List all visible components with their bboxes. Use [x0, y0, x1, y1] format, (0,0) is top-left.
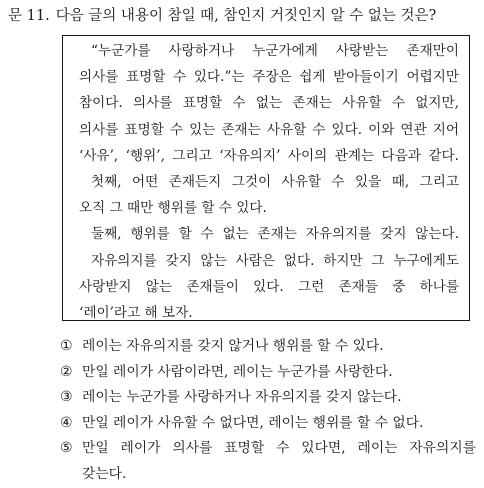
- option-2[interactable]: [60, 360, 476, 386]
- passage-line: 사랑받지 않는 존재들이 있다. 그런 존재들 중 하나를: [79, 278, 459, 295]
- passage-line: 오직 그 때만 행위를 할 수 있다.: [79, 200, 267, 217]
- option-marker: ④: [60, 414, 73, 431]
- passage-line: 자유의지를 갖지 않는 사람은 없다. 하지만 그 누구에게도: [91, 252, 459, 269]
- option-5-continuation: 갖는다.: [82, 465, 127, 482]
- question-stem: 다음 글의 내용이 참일 때, 참인지 거짓인지 알 수 없는 것은?: [55, 8, 437, 24]
- option-1[interactable]: [60, 334, 476, 360]
- answer-options: [60, 334, 476, 488]
- option-text: 만일 레이가 의사를 표명할 수 있다면, 레이는 자유의지를: [82, 440, 476, 457]
- passage-box: [62, 35, 470, 321]
- passage-line: “누군가를 사랑하거나 누군가에게 사랑받는 존재만이: [91, 43, 459, 59]
- option-4[interactable]: [60, 411, 476, 437]
- option-text: 레이는 자유의지를 갖지 않거나 행위를 할 수 있다.: [82, 338, 384, 354]
- option-marker: ②: [60, 363, 73, 380]
- option-text: 레이는 누군가를 사랑하거나 자유의지를 갖지 않는다.: [82, 389, 402, 406]
- passage-line: 첫째, 어떤 존재든지 그것이 사유할 수 있을 때, 그리고: [91, 174, 459, 191]
- option-text: 만일 레이가 사람이라면, 레이는 누군가를 사랑한다.: [82, 363, 393, 380]
- passage-line: 참이다. 의사를 표명할 수 없는 존재는 사유할 수 없지만,: [79, 95, 459, 112]
- question-header: [8, 6, 436, 26]
- passage-line: ‘레이’라고 해 보자.: [79, 305, 193, 322]
- question-number: 문 11.: [8, 8, 50, 24]
- passage-line: 의사를 표명할 수 있는 존재는 사유할 수 있다. 이와 연관 지어: [79, 121, 459, 138]
- passage-line: 의사를 표명할 수 있다.”는 주장은 쉽게 받아들이기 어렵지만: [79, 69, 459, 86]
- option-marker: ①: [60, 338, 73, 354]
- passage-line: 둘째, 행위를 할 수 없는 존재는 자유의지를 갖지 않는다.: [91, 226, 459, 243]
- option-3[interactable]: [60, 385, 476, 411]
- passage-line: ‘사유’, ‘행위’, 그리고 ‘자유의지’ 사이의 관계는 다음과 같다.: [79, 147, 459, 164]
- option-text: 만일 레이가 사유할 수 없다면, 레이는 행위를 할 수 없다.: [82, 414, 424, 431]
- option-marker: ⑤: [60, 440, 73, 457]
- option-5[interactable]: [60, 436, 476, 462]
- option-marker: ③: [60, 389, 73, 406]
